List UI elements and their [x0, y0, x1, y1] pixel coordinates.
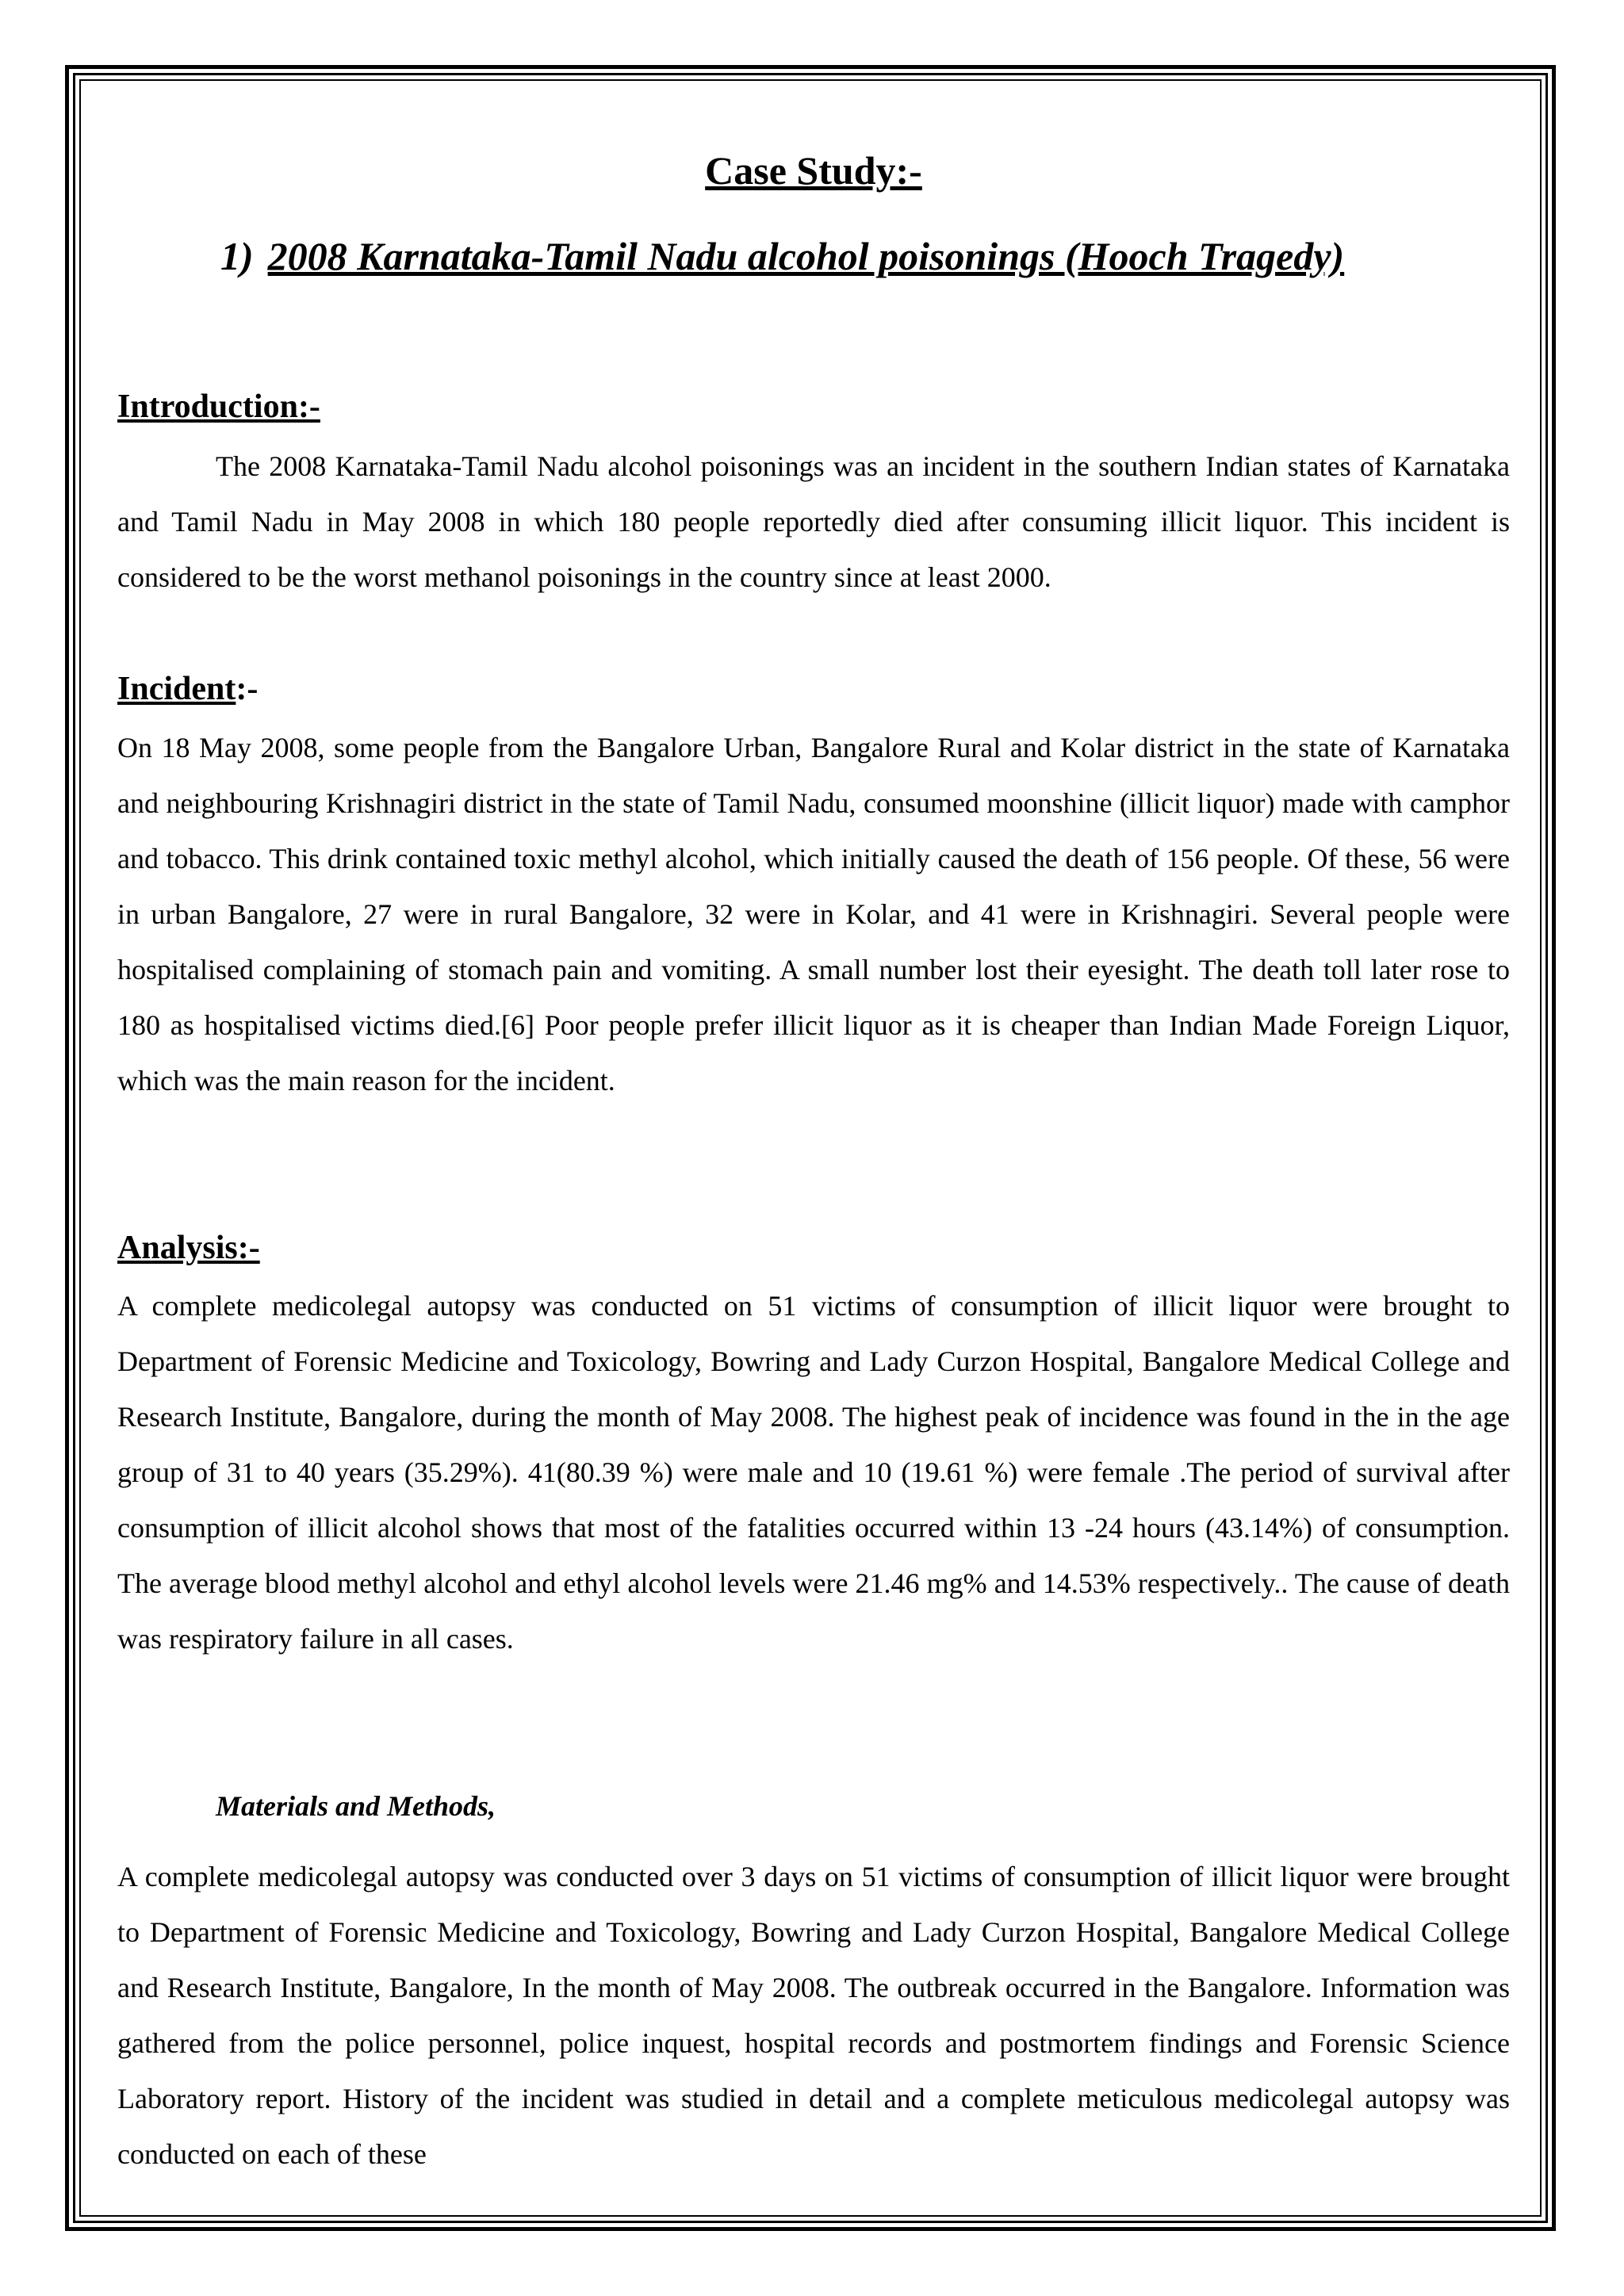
case-number: 1) [220, 234, 254, 278]
case-title [220, 235, 1521, 278]
analysis-paragraph: A complete medicolegal autopsy was conducted on 51 victims of consumption of illicit liquor were brought to Department of Forensic Medicine and Toxicology, Bowring and Lady Curzon Hospital, Bangalore Medical College and Research Institute, Bangalore, during the month of May 2008. The highest peak of incidence was found in the in the age group of 31 to 40 years (35.29%). 41(80.39 %) were male and 10 (19.61 %) were female .The period of survival after consumption of illicit alcohol shows that most of the fatalities occurred within 13 -24 hours (43.14%) of consumption. The average blood methyl alcohol and ethyl alcohol levels were 21.46 mg% and 14.53% respectively.. The cause of death was respiratory failure in all cases. [117, 1290, 1510, 1655]
analysis-heading: Analysis:- [117, 1230, 260, 1266]
materials-methods-heading: Materials and Methods, [216, 1790, 496, 1822]
introduction-heading: Introduction:- [117, 388, 320, 425]
case-title-text: 2008 Karnataka-Tamil Nadu alcohol poisonings (Hooch Tragedy) [267, 234, 1345, 278]
incident-paragraph: On 18 May 2008, some people from the Bangalore Urban, Bangalore Rural and Kolar district in the state of Karnataka and neighbouring Krishnagiri district in the state of Tamil Nadu, consumed moonshine (illicit liquor) made with camphor and tobacco. This drink contained toxic methyl alcohol, which initially caused the death of 156 people. Of these, 56 were in urban Bangalore, 27 were in rural Bangalore, 32 were in Kolar, and 41 were in Krishnagiri. Several people were hospitalised complaining of stomach pain and vomiting. A small number lost their eyesight. The death toll later rose to 180 as hospitalised victims died.[6] Poor people prefer illicit liquor as it is cheaper than Indian Made Foreign Liquor, which was the main reason for the incident. [117, 732, 1510, 1096]
incident-heading: Incident:- [117, 671, 259, 707]
introduction-paragraph: The 2008 Karnataka-Tamil Nadu alcohol poisonings was an incident in the southern Indian states of Karnataka and Tamil Nadu in May 2008 in which 180 people reportedly died after consuming illicit liquor. This incident is considered to be the worst methanol poisonings in the country since at least 2000. [117, 450, 1510, 593]
materials-methods-paragraph: A complete medicolegal autopsy was conducted over 3 days on 51 victims of consumption of illicit liquor were brought to Department of Forensic Medicine and Toxicology, Bowring and Lady Curzon Hospital, Bangalore Medical College and Research Institute, Bangalore, In the month of May 2008. The outbreak occurred in the Bangalore. Information was gathered from the police personnel, police inquest, hospital records and postmortem findings and Forensic Science Laboratory report. History of the incident was studied in detail and a complete meticulous medicolegal autopsy was conducted on each of these [117, 1861, 1510, 2170]
page-title: Case Study:- [705, 148, 922, 193]
